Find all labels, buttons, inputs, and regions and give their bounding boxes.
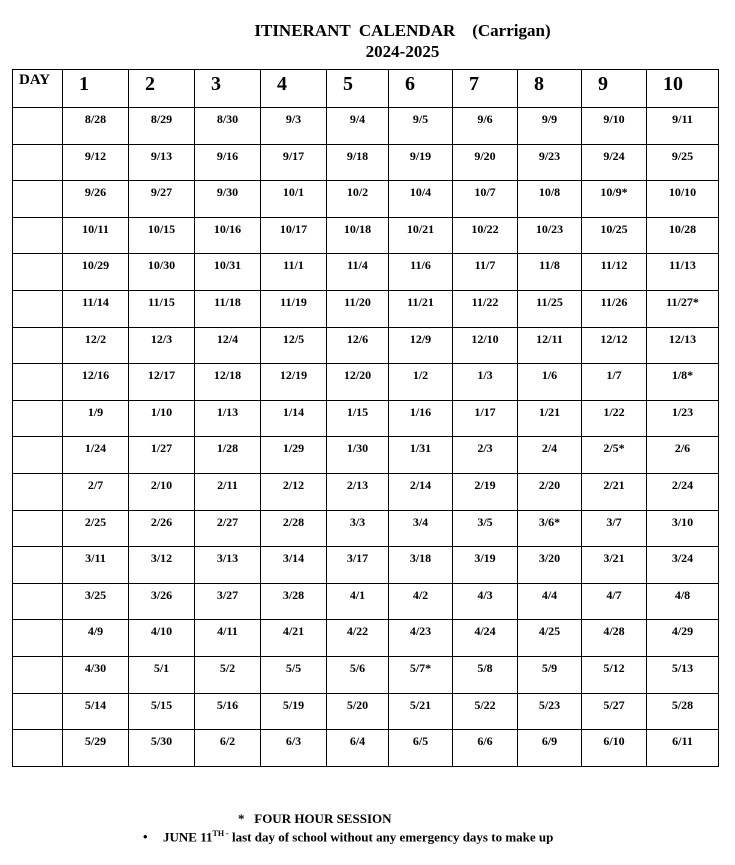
table-row [13,217,719,254]
date-cell: 12/17 [129,364,195,401]
bullet-icon: • [143,829,148,845]
date-cell: 2/25 [63,510,129,547]
date-cell: 10/28 [647,217,719,254]
date-cell: 10/16 [195,217,261,254]
date-cell: 11/7 [453,254,518,291]
date-cell: 10/2 [327,181,389,218]
date-cell: 5/14 [63,693,129,730]
date-cell: 1/15 [327,400,389,437]
date-cell: 4/29 [647,620,719,657]
day-cell [13,290,63,327]
date-cell: 2/19 [453,473,518,510]
date-cell: 2/26 [129,510,195,547]
date-cell: 1/23 [647,400,719,437]
date-cell: 3/11 [63,547,129,584]
date-cell: 1/2 [389,364,453,401]
date-cell: 5/19 [261,693,327,730]
date-cell: 3/17 [327,547,389,584]
date-cell: 12/20 [327,364,389,401]
four-hour-session-note [238,811,392,827]
date-cell: 10/29 [63,254,129,291]
june-date: JUNE 11 [163,829,213,845]
date-cell: 9/24 [582,144,647,181]
date-cell: 3/19 [453,547,518,584]
date-cell: 5/22 [453,693,518,730]
table-row [13,400,719,437]
date-cell: 11/1 [261,254,327,291]
date-cell: 5/8 [453,656,518,693]
table-header-row [13,70,719,108]
date-cell: 4/8 [647,583,719,620]
date-cell: 2/28 [261,510,327,547]
date-cell: 1/29 [261,437,327,474]
date-cell: 10/4 [389,181,453,218]
date-cell: 10/23 [518,217,582,254]
date-cell: 1/17 [453,400,518,437]
date-cell: 3/28 [261,583,327,620]
date-cell: 11/8 [518,254,582,291]
date-cell: 4/22 [327,620,389,657]
date-cell: 4/2 [389,583,453,620]
day-number-header: 4 [261,70,327,108]
date-cell: 1/9 [63,400,129,437]
table-row [13,181,719,218]
date-cell: 2/27 [195,510,261,547]
date-cell: 4/10 [129,620,195,657]
date-cell: 2/21 [582,473,647,510]
date-cell: 9/6 [453,108,518,145]
date-cell: 1/27 [129,437,195,474]
date-cell: 1/16 [389,400,453,437]
day-cell [13,327,63,364]
date-cell: 9/18 [327,144,389,181]
date-cell: 2/4 [518,437,582,474]
date-cell: 11/27* [647,290,719,327]
date-cell: 10/15 [129,217,195,254]
date-cell: 2/14 [389,473,453,510]
date-cell: 1/7 [582,364,647,401]
date-cell: 4/24 [453,620,518,657]
date-cell: 11/15 [129,290,195,327]
date-cell: 2/13 [327,473,389,510]
date-cell: 12/4 [195,327,261,364]
day-number-header: 6 [389,70,453,108]
date-cell: 9/17 [261,144,327,181]
date-cell: 3/20 [518,547,582,584]
date-cell: 3/18 [389,547,453,584]
date-cell: 9/25 [647,144,719,181]
date-cell: 12/12 [582,327,647,364]
date-cell: 9/3 [261,108,327,145]
date-cell: 5/23 [518,693,582,730]
date-cell: 11/14 [63,290,129,327]
date-cell: 3/4 [389,510,453,547]
date-cell: 4/28 [582,620,647,657]
day-cell [13,583,63,620]
date-cell: 2/5* [582,437,647,474]
date-cell: 5/29 [63,730,129,767]
school-year: 2024-2025 [365,42,440,61]
date-cell: 5/16 [195,693,261,730]
june-note-text: last day of school without any emergency days to make up [228,829,554,845]
date-cell: 9/10 [582,108,647,145]
date-cell: 5/1 [129,656,195,693]
date-cell: 11/21 [389,290,453,327]
day-cell [13,400,63,437]
date-cell: 5/7* [389,656,453,693]
table-row [13,327,719,364]
date-cell: 4/25 [518,620,582,657]
date-cell: 5/28 [647,693,719,730]
table-row [13,473,719,510]
date-cell: 9/26 [63,181,129,218]
date-cell: 12/19 [261,364,327,401]
calendar-title: ITINERANT CALENDAR (Carrigan) [254,21,551,40]
date-cell: 3/25 [63,583,129,620]
date-cell: 12/16 [63,364,129,401]
date-cell: 1/8* [647,364,719,401]
day-cell [13,547,63,584]
date-cell: 3/6* [518,510,582,547]
date-cell: 5/5 [261,656,327,693]
date-cell: 11/13 [647,254,719,291]
date-cell: 2/7 [63,473,129,510]
day-cell [13,656,63,693]
date-cell: 9/12 [63,144,129,181]
date-cell: 12/3 [129,327,195,364]
day-number-header: 10 [647,70,719,108]
date-cell: 6/11 [647,730,719,767]
date-cell: 10/8 [518,181,582,218]
date-cell: 1/6 [518,364,582,401]
date-cell: 12/11 [518,327,582,364]
june-suffix: TH - [212,829,229,838]
day-cell [13,254,63,291]
date-cell: 2/12 [261,473,327,510]
date-cell: 2/24 [647,473,719,510]
date-cell: 12/10 [453,327,518,364]
date-cell: 3/12 [129,547,195,584]
date-cell: 5/27 [582,693,647,730]
date-cell: 9/20 [453,144,518,181]
day-cell [13,693,63,730]
date-cell: 11/6 [389,254,453,291]
date-cell: 5/12 [582,656,647,693]
date-cell: 9/23 [518,144,582,181]
date-cell: 5/30 [129,730,195,767]
date-cell: 12/9 [389,327,453,364]
date-cell: 3/27 [195,583,261,620]
date-cell: 1/3 [453,364,518,401]
day-cell [13,364,63,401]
date-cell: 10/31 [195,254,261,291]
date-cell: 9/4 [327,108,389,145]
date-cell: 10/22 [453,217,518,254]
date-cell: 4/11 [195,620,261,657]
date-cell: 6/2 [195,730,261,767]
table-row [13,437,719,474]
itinerant-calendar-table [12,69,719,767]
table-row [13,364,719,401]
date-cell: 5/2 [195,656,261,693]
table-row [13,254,719,291]
date-cell: 5/6 [327,656,389,693]
date-cell: 9/16 [195,144,261,181]
date-cell: 11/22 [453,290,518,327]
date-cell: 4/23 [389,620,453,657]
date-cell: 1/31 [389,437,453,474]
date-cell: 1/10 [129,400,195,437]
date-cell: 2/20 [518,473,582,510]
star-note-text: FOUR HOUR SESSION [254,811,392,826]
table-row [13,730,719,767]
calendar-body [13,108,719,767]
table-row [13,620,719,657]
date-cell: 9/27 [129,181,195,218]
date-cell: 11/18 [195,290,261,327]
table-row [13,656,719,693]
day-cell [13,473,63,510]
star-marker: * [238,811,245,826]
day-number-header: 5 [327,70,389,108]
date-cell: 2/10 [129,473,195,510]
day-column-header: DAY [13,70,63,108]
day-cell [13,108,63,145]
table-row [13,547,719,584]
date-cell: 4/7 [582,583,647,620]
date-cell: 6/10 [582,730,647,767]
date-cell: 10/11 [63,217,129,254]
day-cell [13,510,63,547]
date-cell: 6/6 [453,730,518,767]
date-cell: 10/30 [129,254,195,291]
date-cell: 10/9* [582,181,647,218]
date-cell: 12/2 [63,327,129,364]
date-cell: 6/5 [389,730,453,767]
date-cell: 11/4 [327,254,389,291]
date-cell: 9/9 [518,108,582,145]
date-cell: 11/25 [518,290,582,327]
day-number-header: 9 [582,70,647,108]
table-row [13,108,719,145]
date-cell: 1/28 [195,437,261,474]
date-cell: 4/1 [327,583,389,620]
date-cell: 11/26 [582,290,647,327]
date-cell: 12/18 [195,364,261,401]
date-cell: 1/13 [195,400,261,437]
date-cell: 5/20 [327,693,389,730]
date-cell: 1/21 [518,400,582,437]
day-cell [13,144,63,181]
date-cell: 4/3 [453,583,518,620]
date-cell: 8/28 [63,108,129,145]
date-cell: 3/5 [453,510,518,547]
date-cell: 1/30 [327,437,389,474]
date-cell: 10/17 [261,217,327,254]
table-row [13,290,719,327]
date-cell: 11/12 [582,254,647,291]
date-cell: 2/6 [647,437,719,474]
date-cell: 5/13 [647,656,719,693]
day-number-header: 8 [518,70,582,108]
day-number-header: 2 [129,70,195,108]
day-cell [13,181,63,218]
date-cell: 10/10 [647,181,719,218]
date-cell: 6/3 [261,730,327,767]
table-row [13,583,719,620]
date-cell: 3/21 [582,547,647,584]
date-cell: 12/6 [327,327,389,364]
date-cell: 3/3 [327,510,389,547]
table-row [13,510,719,547]
date-cell: 2/3 [453,437,518,474]
date-cell: 3/24 [647,547,719,584]
day-cell [13,437,63,474]
date-cell: 12/5 [261,327,327,364]
date-cell: 5/9 [518,656,582,693]
date-cell: 9/30 [195,181,261,218]
date-cell: 1/24 [63,437,129,474]
date-cell: 1/22 [582,400,647,437]
date-cell: 10/18 [327,217,389,254]
date-cell: 8/29 [129,108,195,145]
table-row [13,693,719,730]
date-cell: 3/14 [261,547,327,584]
date-cell: 6/4 [327,730,389,767]
date-cell: 10/7 [453,181,518,218]
date-cell: 5/15 [129,693,195,730]
date-cell: 9/13 [129,144,195,181]
date-cell: 12/13 [647,327,719,364]
last-day-note [143,829,553,845]
day-number-header: 1 [63,70,129,108]
day-cell [13,620,63,657]
date-cell: 3/7 [582,510,647,547]
date-cell: 9/19 [389,144,453,181]
date-cell: 5/21 [389,693,453,730]
day-number-header: 3 [195,70,261,108]
date-cell: 2/11 [195,473,261,510]
date-cell: 3/10 [647,510,719,547]
date-cell: 4/9 [63,620,129,657]
date-cell: 9/5 [389,108,453,145]
date-cell: 8/30 [195,108,261,145]
date-cell: 3/26 [129,583,195,620]
day-number-header: 7 [453,70,518,108]
table-row [13,144,719,181]
date-cell: 6/9 [518,730,582,767]
date-cell: 10/21 [389,217,453,254]
date-cell: 10/1 [261,181,327,218]
date-cell: 4/21 [261,620,327,657]
date-cell: 11/19 [261,290,327,327]
date-cell: 4/30 [63,656,129,693]
date-cell: 11/20 [327,290,389,327]
day-cell [13,730,63,767]
date-cell: 10/25 [582,217,647,254]
date-cell: 3/13 [195,547,261,584]
date-cell: 9/11 [647,108,719,145]
day-cell [13,217,63,254]
date-cell: 4/4 [518,583,582,620]
date-cell: 1/14 [261,400,327,437]
